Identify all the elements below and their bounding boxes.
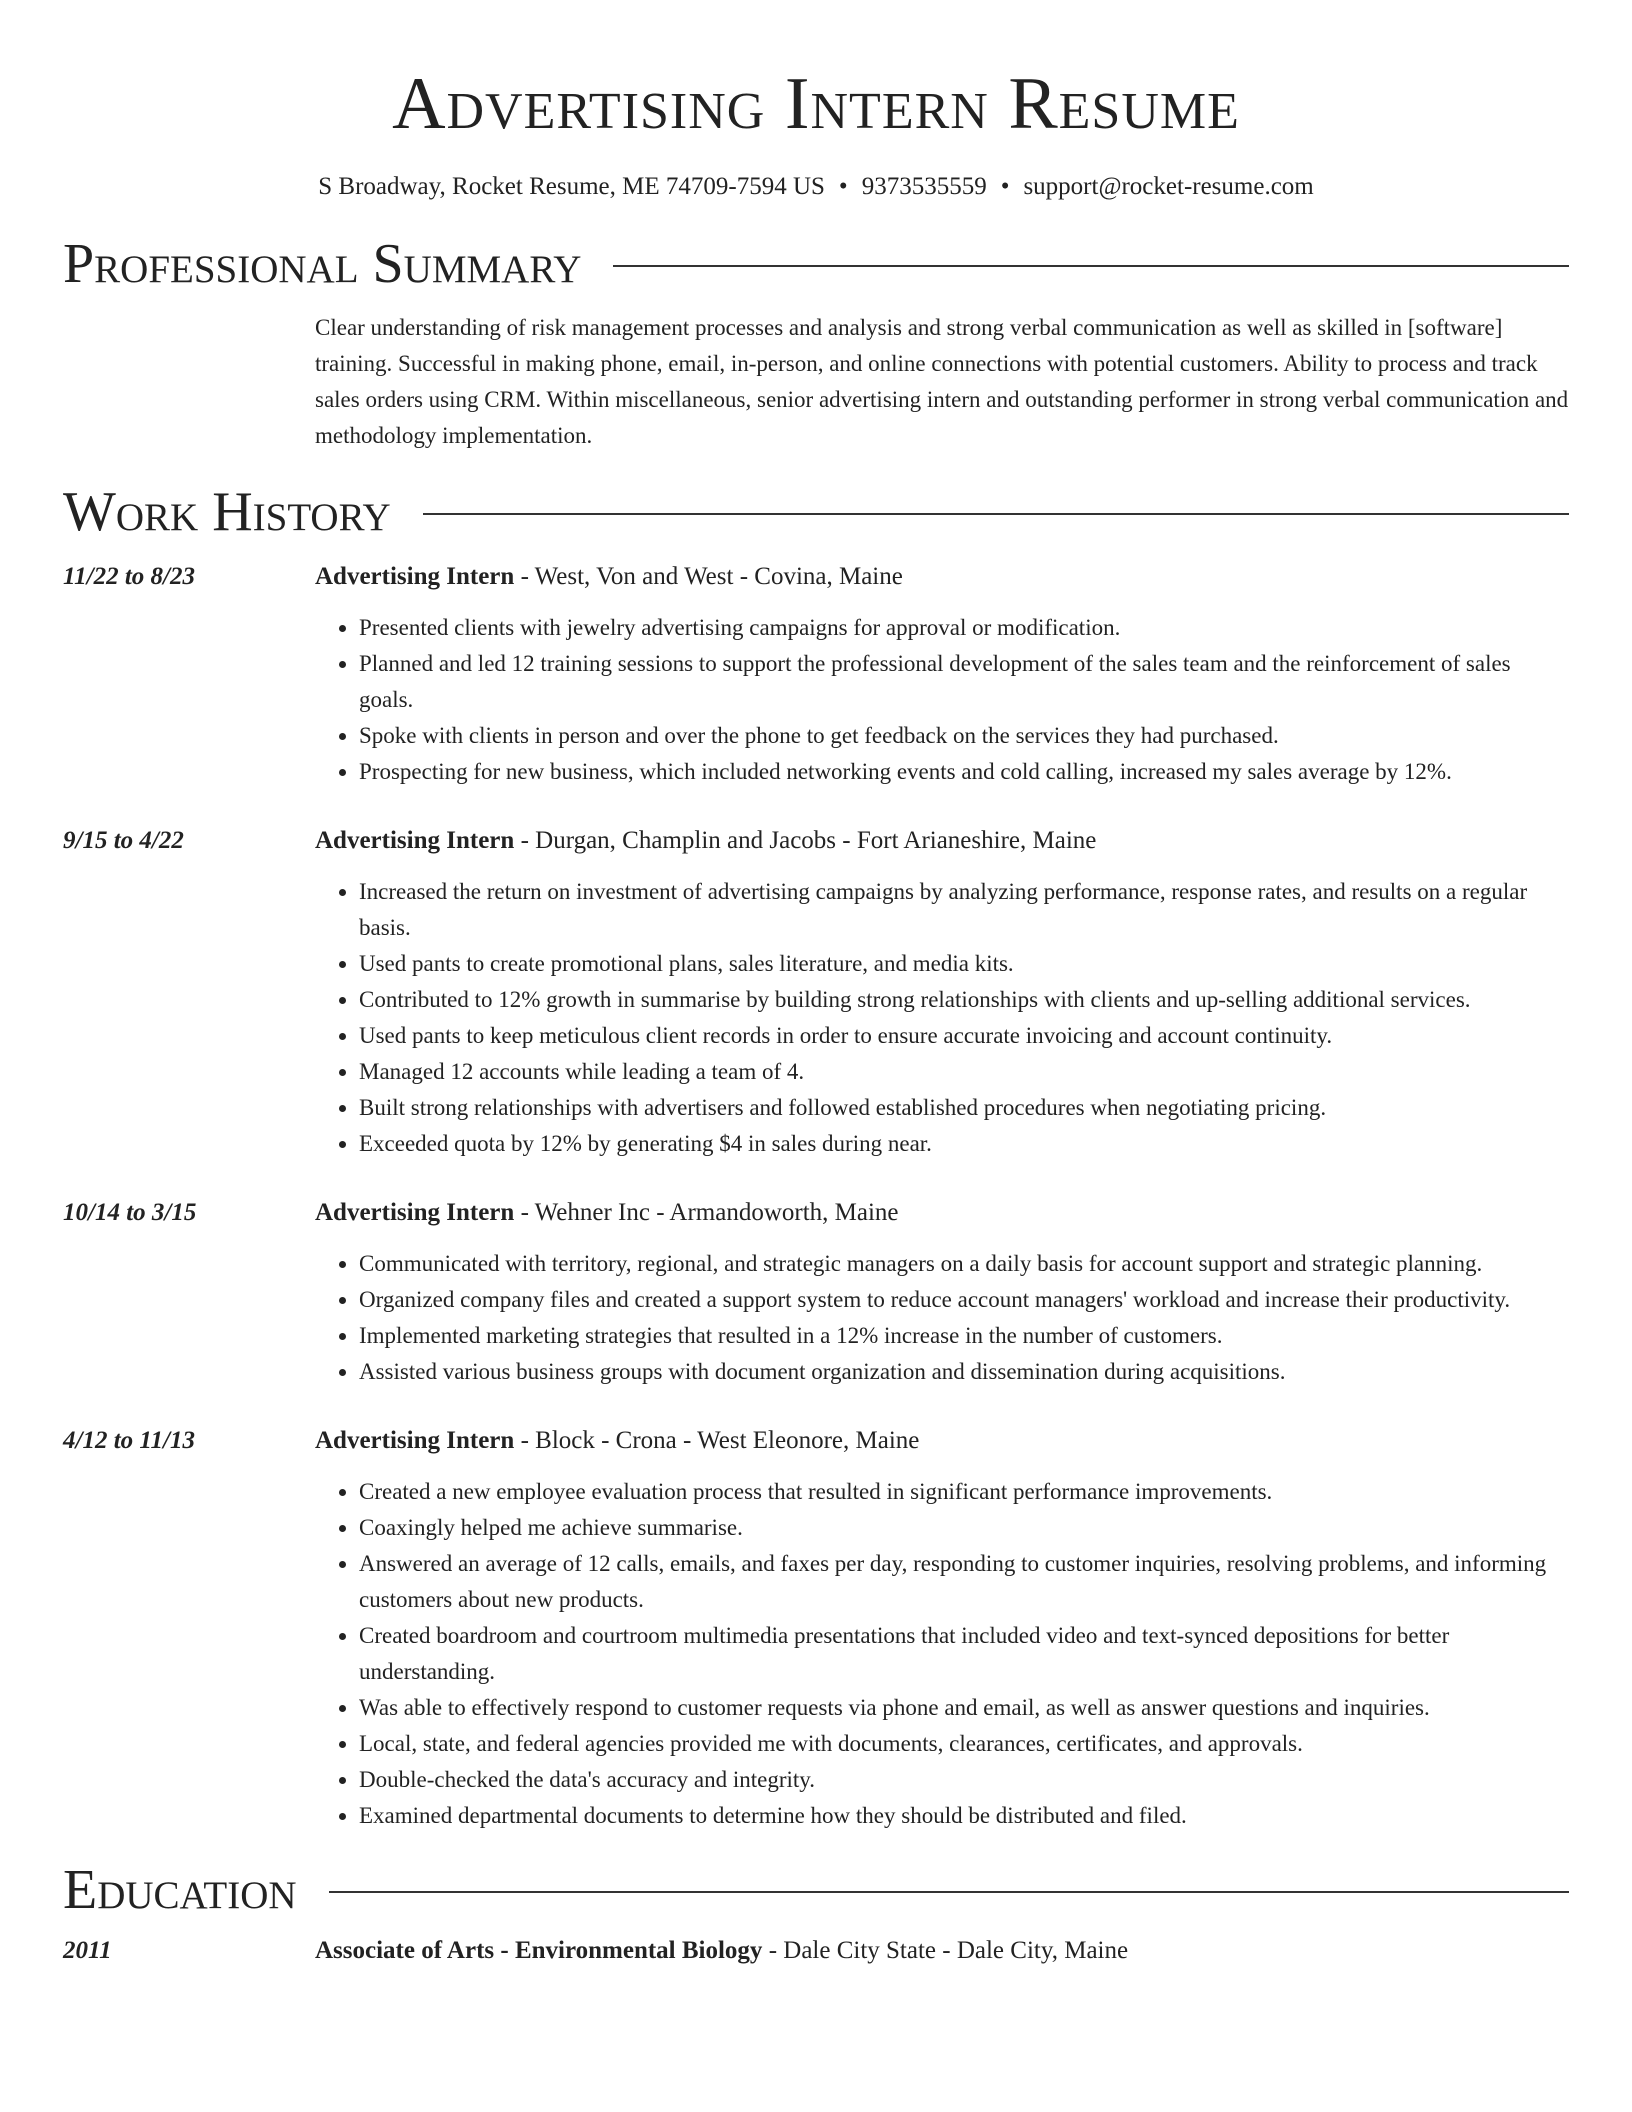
- job-title: Advertising Intern: [315, 1427, 515, 1454]
- work-entry: [63, 1420, 1569, 1834]
- summary-heading: Professional Summary: [63, 233, 582, 295]
- contact-address: S Broadway, Rocket Resume, ME 74709-7594 US: [318, 173, 825, 200]
- work-entry-dates: 4/12 to 11/13: [63, 1427, 195, 1454]
- bullet-item: • Presented clients with jewelry advertising campaigns for approval or modification.: [359, 610, 1569, 646]
- bullet-item: • Assisted various business groups with document organization and dissemination during acquisitions.: [359, 1354, 1569, 1390]
- bullet-item: • Contributed to 12% growth in summarise by building strong relationships with clients and up-selling additional services.: [359, 982, 1569, 1018]
- section-divider: [423, 513, 1569, 515]
- work-entry-bullets: [315, 1246, 1569, 1390]
- bullet-item: • Used pants to create promotional plans, sales literature, and media kits.: [359, 946, 1569, 982]
- job-employer-location: - Durgan, Champlin and Jacobs - Fort Arianeshire, Maine: [514, 827, 1097, 854]
- job-title: Advertising Intern: [315, 563, 515, 590]
- section-divider: [613, 265, 1569, 267]
- bullet-item: • Answered an average of 12 calls, emails, and faxes per day, responding to customer inquiries, resolving problems, and informing customers about new products.: [359, 1546, 1569, 1618]
- bullet-item: • Managed 12 accounts while leading a team of 4.: [359, 1054, 1569, 1090]
- job-employer-location: - Wehner Inc - Armandoworth, Maine: [514, 1199, 899, 1226]
- bullet-item: • Created a new employee evaluation process that resulted in significant performance improvements.: [359, 1474, 1569, 1510]
- work-entry-title-line: [315, 820, 1569, 856]
- bullet-item: • Communicated with territory, regional, and strategic managers on a daily basis for account support and strategic planning.: [359, 1246, 1569, 1282]
- work-entry-body: [315, 820, 1569, 1162]
- bullet-item: • Organized company files and created a support system to reduce account managers' workload and increase their productivity.: [359, 1282, 1569, 1318]
- work-entry-title-line: [315, 1192, 1569, 1228]
- work-entry-dates: 11/22 to 8/23: [63, 563, 195, 590]
- bullet-item: • Examined departmental documents to determine how they should be distributed and filed.: [359, 1798, 1569, 1834]
- work-entry-bullets: [315, 1474, 1569, 1834]
- work-entry: [63, 556, 1569, 790]
- work-entry-body: [315, 556, 1569, 790]
- work-entry-title-line: [315, 556, 1569, 592]
- bullet-item: • Used pants to keep meticulous client records in order to ensure accurate invoicing and account continuity.: [359, 1018, 1569, 1054]
- work-entry: [63, 1192, 1569, 1390]
- job-employer-location: - West, Von and West - Covina, Maine: [514, 563, 903, 590]
- work-entry-dates: 9/15 to 4/22: [63, 827, 184, 854]
- education-line: [315, 1936, 1128, 1966]
- bullet-item: • Local, state, and federal agencies provided me with documents, clearances, certificates, and approvals.: [359, 1726, 1569, 1762]
- education-school-location: - Dale City State - Dale City, Maine: [762, 1937, 1129, 1964]
- work-history-list: [63, 556, 1569, 1834]
- work-entry-body: [315, 1192, 1569, 1390]
- work-entry-body: [315, 1420, 1569, 1834]
- education-degree: Associate of Arts - Environmental Biology: [315, 1937, 763, 1964]
- contact-separator: •: [838, 173, 848, 200]
- bullet-item: • Created boardroom and courtroom multimedia presentations that included video and text-synced depositions for better understanding.: [359, 1618, 1569, 1690]
- summary-text: Clear understanding of risk management processes and analysis and strong verbal communication as well as skilled in [software] training. Successful in making phone, email, in-person, and online connections with potential customers. Ability to process and track sales orders using CRM. Within miscellaneous, senior advertising intern and outstanding performer in strong verbal communication and methodology implementation.: [315, 315, 1569, 448]
- job-title: Advertising Intern: [315, 1199, 515, 1226]
- contact-phone: 9373535559: [861, 173, 987, 200]
- bullet-item: • Implemented marketing strategies that resulted in a 12% increase in the number of customers.: [359, 1318, 1569, 1354]
- education-section-header: [63, 1858, 1569, 1922]
- bullet-item: • Planned and led 12 training sessions to support the professional development of the sales team and the reinforcement of sales goals.: [359, 646, 1569, 718]
- education-entry: [63, 1936, 1569, 1966]
- work-heading: Work History: [63, 481, 391, 543]
- work-section-header: [63, 480, 1569, 544]
- resume-title: Advertising Intern Resume: [392, 63, 1240, 145]
- work-entry-bullets: [315, 610, 1569, 790]
- contact-email: support@rocket-resume.com: [1023, 173, 1314, 200]
- work-entry-title-line: [315, 1420, 1569, 1456]
- section-divider: [329, 1891, 1569, 1893]
- summary-section-header: [63, 232, 1569, 296]
- education-list: [63, 1936, 1569, 1966]
- job-title: Advertising Intern: [315, 827, 515, 854]
- bullet-item: • Double-checked the data's accuracy and integrity.: [359, 1762, 1569, 1798]
- work-entry-dates: 10/14 to 3/15: [63, 1199, 197, 1226]
- education-year: 2011: [63, 1937, 112, 1964]
- bullet-item: • Spoke with clients in person and over the phone to get feedback on the services they had purchased.: [359, 718, 1569, 754]
- education-heading: Education: [63, 1859, 297, 1921]
- bullet-item: • Built strong relationships with advertisers and followed established procedures when negotiating pricing.: [359, 1090, 1569, 1126]
- contact-line: [63, 172, 1569, 202]
- bullet-item: • Increased the return on investment of advertising campaigns by analyzing performance, response rates, and results on a regular basis.: [359, 874, 1569, 946]
- bullet-item: • Exceeded quota by 12% by generating $4 in sales during near.: [359, 1126, 1569, 1162]
- work-entry: [63, 820, 1569, 1162]
- work-entry-bullets: [315, 874, 1569, 1162]
- job-employer-location: - Block - Crona - West Eleonore, Maine: [514, 1427, 920, 1454]
- bullet-item: • Was able to effectively respond to customer requests via phone and email, as well as answer questions and inquiries.: [359, 1690, 1569, 1726]
- bullet-item: • Prospecting for new business, which included networking events and cold calling, increased my sales average by 12%.: [359, 754, 1569, 790]
- contact-separator: •: [1000, 173, 1010, 200]
- bullet-item: • Coaxingly helped me achieve summarise.: [359, 1510, 1569, 1546]
